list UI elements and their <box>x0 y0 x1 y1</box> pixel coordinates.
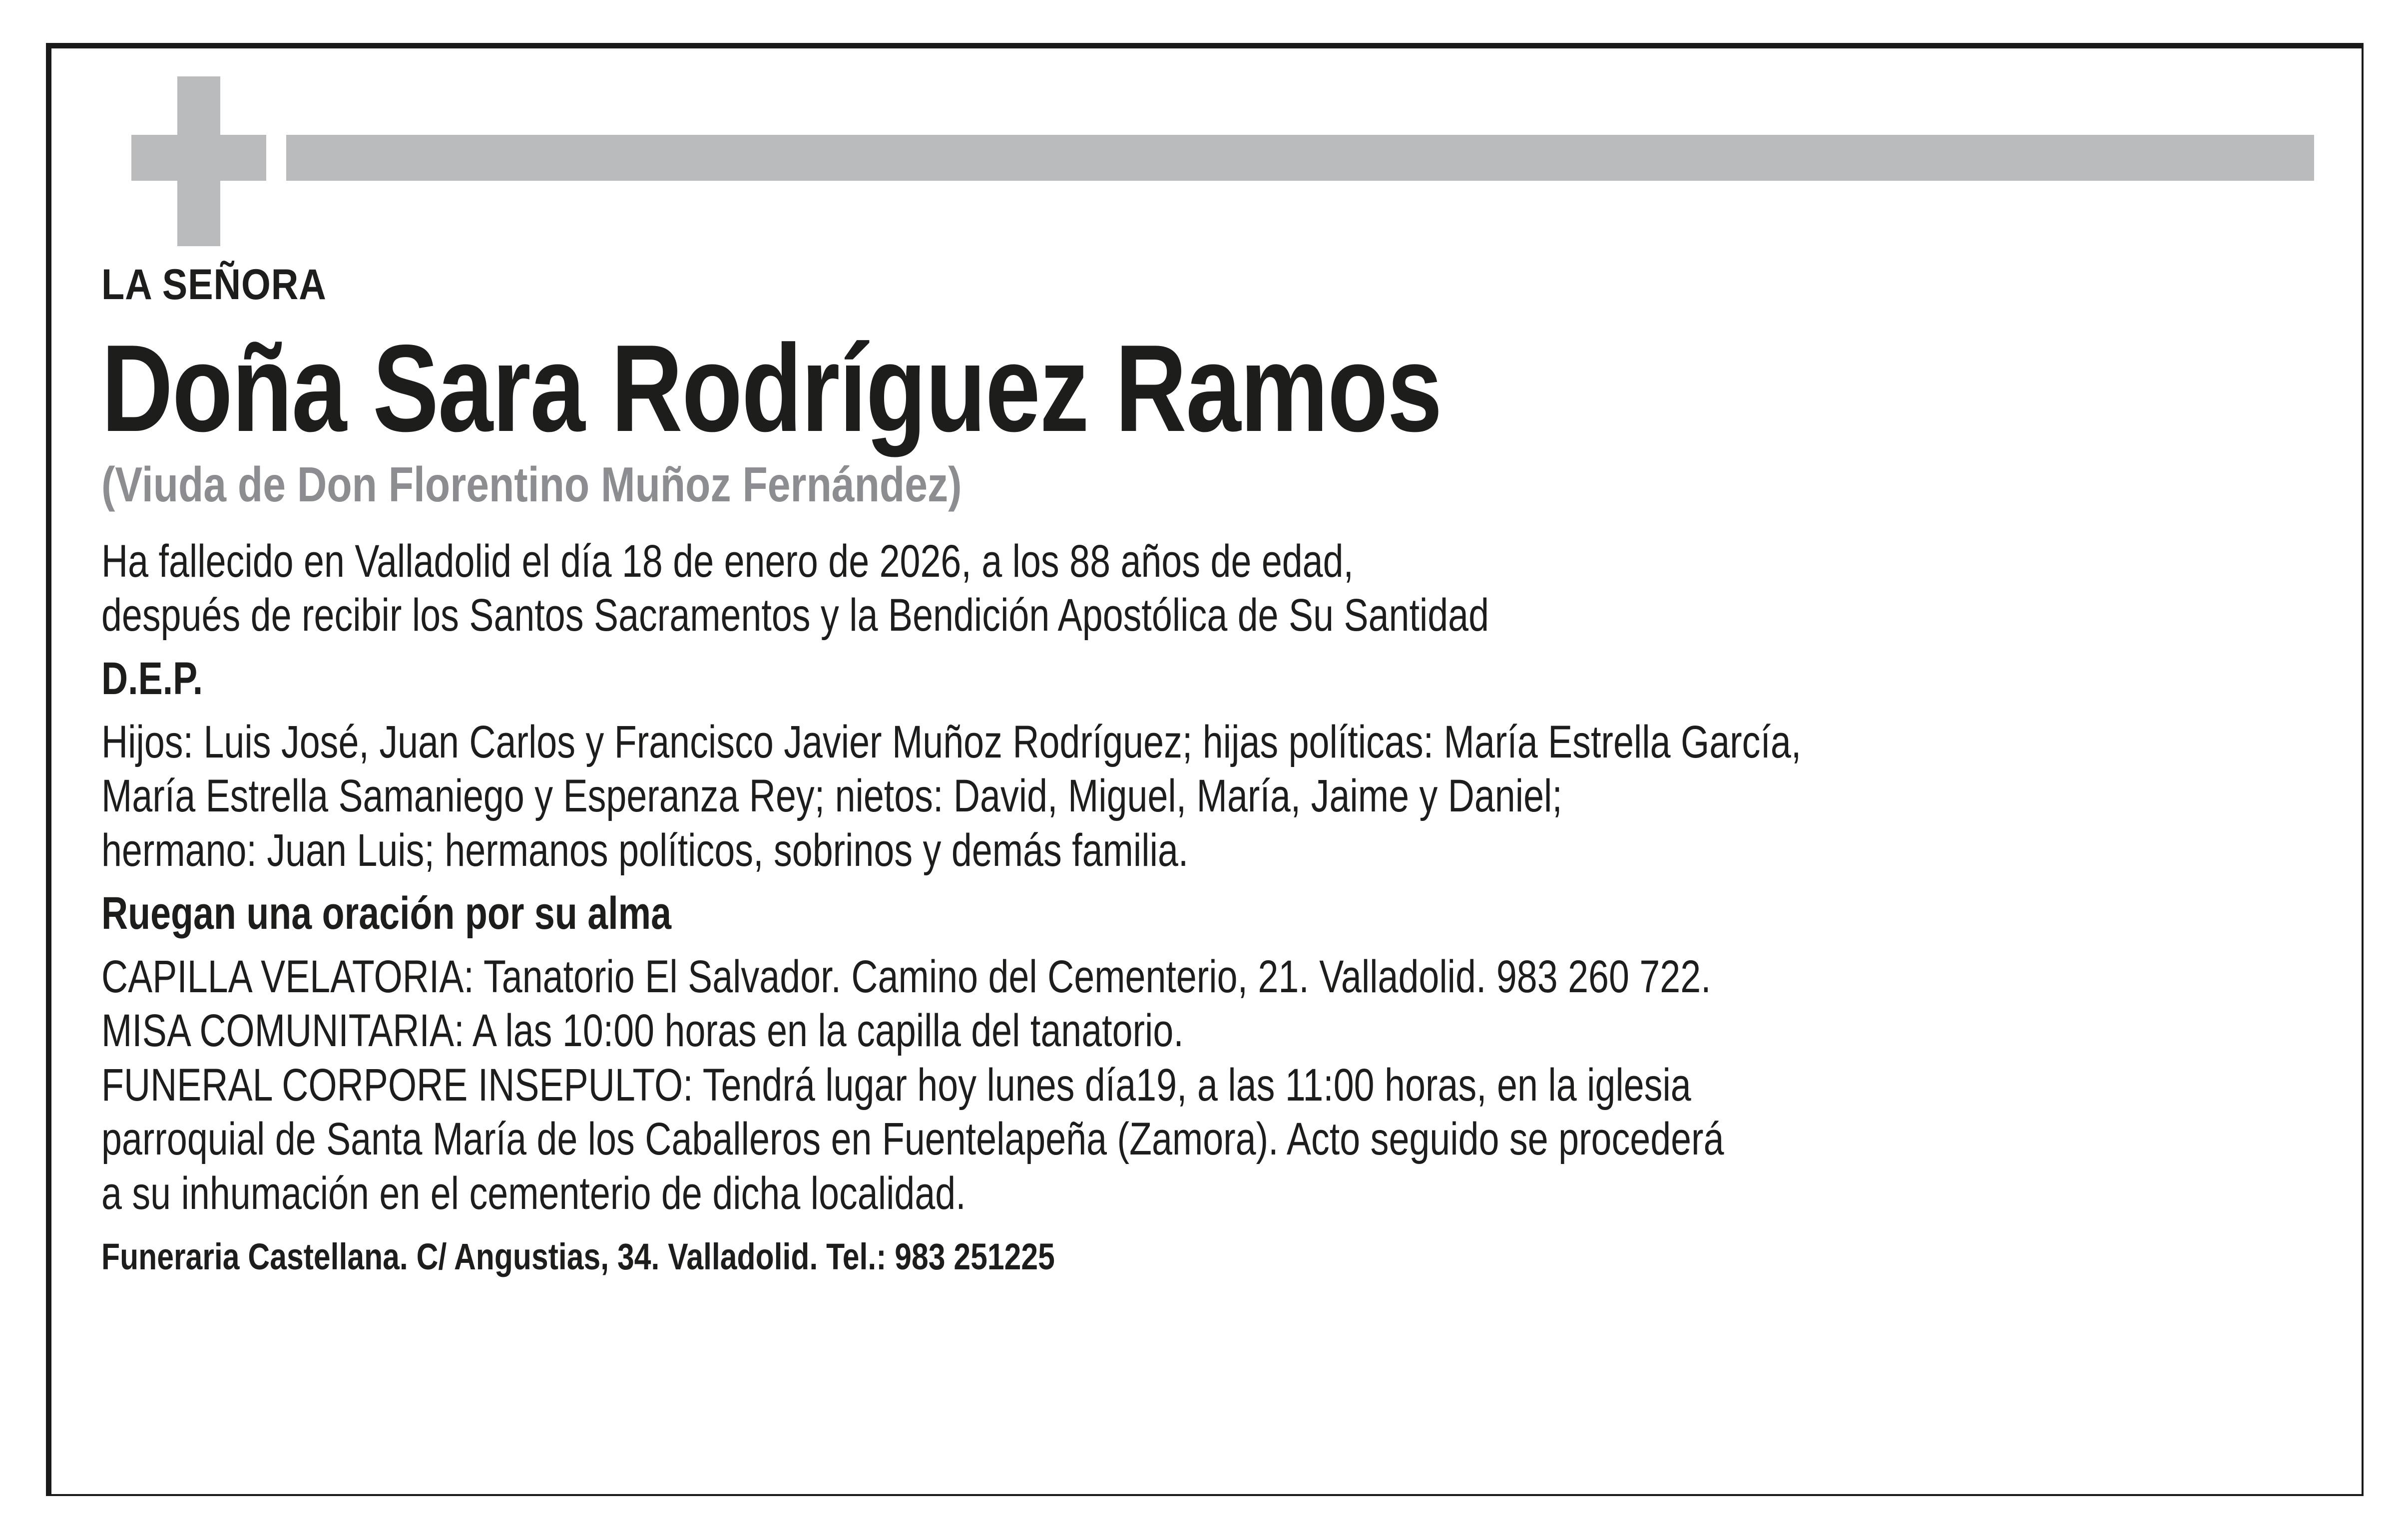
prayer-request-label: Ruegan una oración por su alma <box>101 888 672 939</box>
family-line-2: María Estrella Samaniego y Esperanza Rey; nietos: David, Miguel, María, Jaime y Daniel; <box>101 770 1562 822</box>
death-line-1: Ha fallecido en Valladolid el día 18 de enero de 2026, a los 88 años de edad, <box>101 535 1354 587</box>
death-line-2: después de recibir los Santos Sacramentos y la Bendición Apostólica de Su Santidad <box>101 590 1489 641</box>
notice-header-band <box>131 76 2314 246</box>
obituary-notice-card <box>46 43 2364 1496</box>
cross-horizontal-bar <box>131 135 266 181</box>
service-line-1: CAPILLA VELATORIA: Tanatorio El Salvador. Camino del Cementerio, 21. Valladolid. 983 260 722. <box>101 951 1711 1002</box>
service-line-3: FUNERAL CORPORE INSEPULTO: Tendrá lugar hoy lunes día19, a las 11:00 horas, en la iglesia <box>101 1059 1691 1111</box>
funeral-home-info: Funeraria Castellana. C/ Angustias, 34. Valladolid. Tel.: 983 251225 <box>101 1236 1055 1278</box>
rest-in-peace-label: D.E.P. <box>101 653 203 704</box>
service-line-5: a su inhumación en el cementerio de dicha localidad. <box>101 1167 966 1219</box>
service-line-4: parroquial de Santa María de los Caballeros en Fuentelapeña (Zamora). Acto seguido se procederá <box>101 1114 1724 1165</box>
family-line-3: hermano: Juan Luis; hermanos políticos, sobrinos y demás familia. <box>101 824 1189 876</box>
service-line-2: MISA COMUNITARIA: A las 10:00 horas en la capilla del tanatorio. <box>101 1005 1184 1057</box>
kicker-label: LA SEÑORA <box>101 261 327 309</box>
christian-cross-icon <box>131 76 281 246</box>
widow-of-label: (Viuda de Don Florentino Muñoz Fernández) <box>101 457 962 512</box>
deceased-name: Doña Sara Rodríguez Ramos <box>101 319 1442 457</box>
notice-content <box>101 263 2332 1278</box>
header-rule-bar <box>286 135 2314 181</box>
family-line-1: Hijos: Luis José, Juan Carlos y Francisco Javier Muñoz Rodríguez; hijas políticas: María Estrella García, <box>101 716 1802 768</box>
